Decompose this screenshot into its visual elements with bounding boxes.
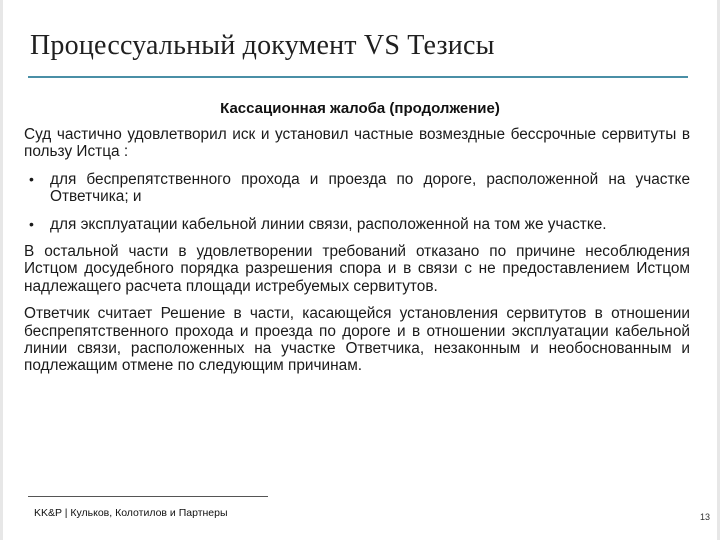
bullet-text: для беспрепятственного прохода и проезда по дороге, расположенной на участке Ответчика; и <box>50 170 690 206</box>
slide-body <box>24 126 690 385</box>
footer-divider <box>28 496 268 497</box>
page-number: 13 <box>699 512 710 522</box>
slide-title: Процессуальный документ VS Тезисы <box>30 30 495 61</box>
bullet-marker: • <box>29 215 34 232</box>
bullet-marker: • <box>29 170 34 187</box>
intro-paragraph: Суд частично удовлетворил иск и установил частные возмездные бессрочные сервитуты в пользу Истца : <box>24 126 690 161</box>
refused-paragraph: В остальной части в удовлетворении требований отказано по причине несоблюдения Истцом досудебного порядка разрешения спора и в связи с не предоставлением Истцом надлежащего расчета площади истребуемых сервитутов. <box>24 243 690 295</box>
bullet-text: для эксплуатации кабельной линии связи, расположенной на том же участке. <box>50 215 607 233</box>
bullet-item <box>24 216 690 233</box>
left-edge-shadow <box>0 0 3 540</box>
bullet-item <box>24 171 690 206</box>
footer-firm-name: KK&P | Кульков, Колотилов и Партнеры <box>34 507 228 519</box>
section-subheading: Кассационная жалоба (продолжение) <box>220 100 500 117</box>
respondent-paragraph: Ответчик считает Решение в части, касающейся установления сервитутов в отношении беспрепятственного прохода и проезда по дороге и в отношении эксплуатации кабельной линии связи, расположенных на участке Ответчика, незаконным и необоснованным и подлежащим отмене по следующим причинам. <box>24 305 690 375</box>
title-underline <box>28 76 688 78</box>
